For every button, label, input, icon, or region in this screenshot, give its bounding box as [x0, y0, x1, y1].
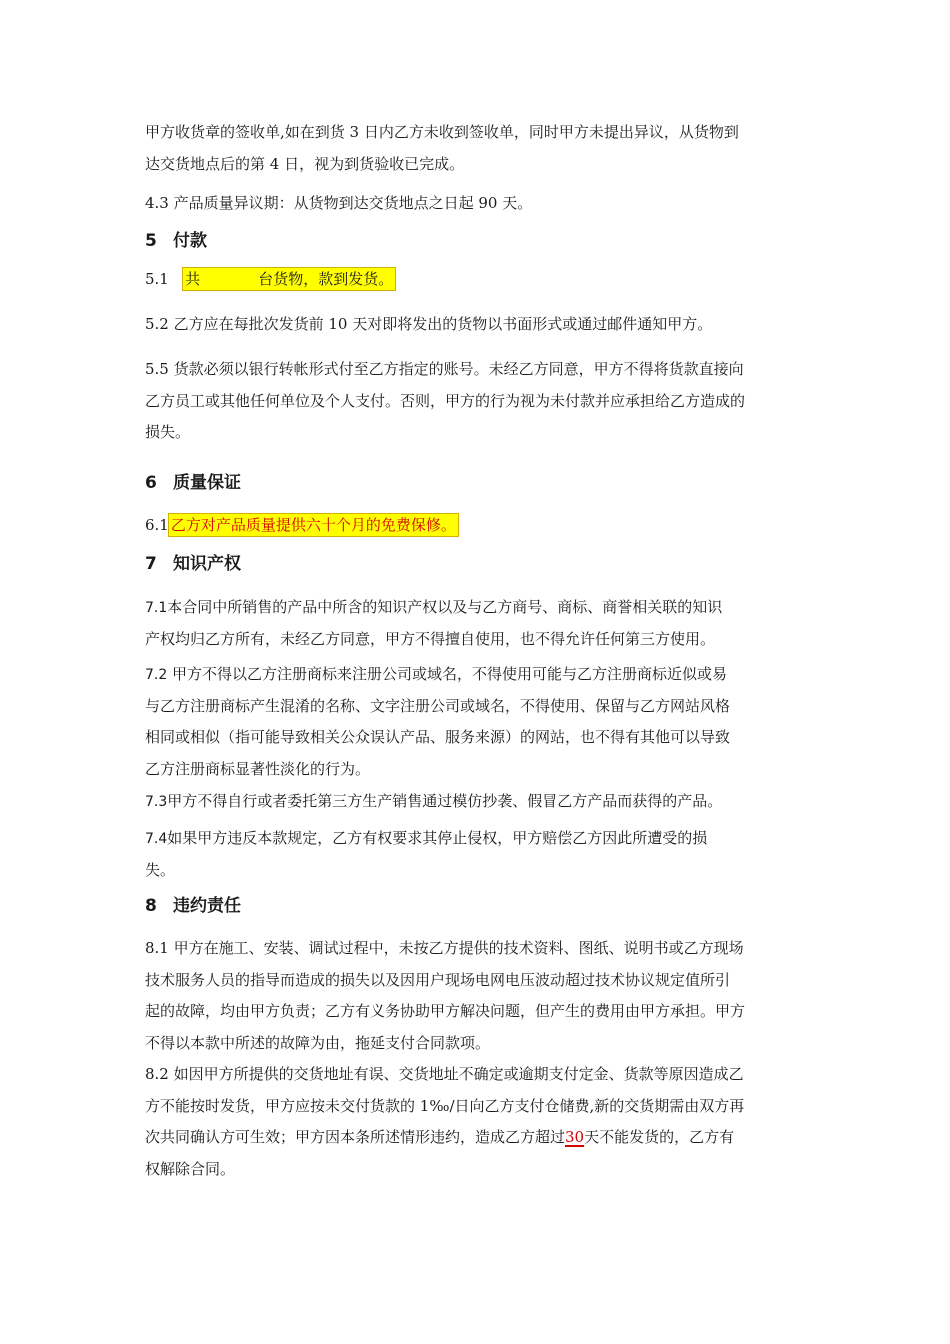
section-title: 违约责任: [173, 896, 241, 916]
text-line: 不得以本款中所述的故障为由，拖延支付合同款项。: [145, 1033, 491, 1052]
text-line: 产权均归乙方所有，未经乙方同意，甲方不得擅自使用，也不得允许任何第三方使用。: [145, 629, 716, 648]
section-heading-7: [145, 551, 241, 577]
text-content: 天不能发货的，乙方有: [584, 1128, 735, 1146]
text-content: 本合同中所销售的产品中所含的知识产权以及与乙方商号、商标、商誉相关联的知识: [167, 598, 723, 616]
paragraph-acceptance: [145, 117, 815, 180]
highlight-pre: 共: [185, 270, 201, 288]
section-title: 质量保证: [173, 473, 241, 493]
highlighted-red-text: 乙方对产品质量提供六十个月的免费保修。: [170, 516, 456, 534]
paragraph-5-1: [145, 264, 815, 296]
clause-number: 7.3: [145, 794, 168, 810]
clause-number: 7.2: [145, 667, 168, 683]
section-number: 7: [145, 554, 157, 574]
paragraph-7-4: [145, 823, 815, 886]
text-line: 损失。: [145, 423, 191, 441]
highlight-post: 台货物，款到发货。: [258, 270, 394, 288]
text-line: 8.2 如因甲方所提供的交货地址有误、交货地址不确定或逾期支付定金、货款等原因造成乙: [145, 1065, 744, 1083]
paragraph-8-2: [145, 1059, 815, 1185]
paragraph-5-5: [145, 354, 815, 449]
text-content: 甲方不得以乙方注册商标来注册公司或域名，不得使用可能与乙方注册商标近似或易: [167, 665, 728, 683]
text-line: [145, 786, 815, 818]
text-line: 4.3 产品质量异议期：从货物到达交货地点之日起 90 天。: [145, 194, 533, 212]
days-value: 30: [565, 1128, 585, 1146]
paragraph-6-1: [145, 510, 815, 542]
clause-number: 7.4: [145, 831, 168, 847]
text-line: [145, 264, 815, 296]
paragraph-7-1: [145, 592, 815, 655]
highlighted-text: [183, 268, 395, 290]
text-line: [145, 592, 815, 624]
text-content: 甲方不得自行或者委托第三方生产销售通过模仿抄袭、假冒乙方产品而获得的产品。: [167, 792, 723, 810]
paragraph-5-2: [145, 309, 815, 341]
text-line: 权解除合同。: [145, 1159, 236, 1178]
text-line: [145, 1122, 815, 1154]
section-heading-6: [145, 470, 241, 496]
text-line: 5.5 货款必须以银行转帐形式付至乙方指定的账号。未经乙方同意，甲方不得将货款直接向: [145, 360, 744, 378]
section-number: 6: [145, 473, 157, 493]
text-line: 技术服务人员的指导而造成的损失以及因用户现场电网电压波动超过技术协议规定值所引: [145, 970, 731, 989]
paragraph-7-3: [145, 786, 815, 818]
text-line: 乙方注册商标显著性淡化的行为。: [145, 759, 371, 778]
section-heading-5: [145, 228, 207, 254]
text-line: [145, 823, 815, 855]
paragraph-7-2: [145, 659, 815, 785]
text-line: 方不能按时发货，甲方应按未交付货款的 1‰/日向乙方支付仓储费,新的交货期需由双方再: [145, 1096, 745, 1115]
section-heading-8: [145, 893, 241, 919]
text-line: 乙方员工或其他任何单位及个人支付。否则，甲方的行为视为未付款并应承担给乙方造成的: [145, 391, 746, 410]
section-title: 付款: [173, 231, 207, 251]
text-line: 8.1 甲方在施工、安装、调试过程中，未按乙方提供的技术资料、图纸、说明书或乙方现场: [145, 939, 744, 957]
clause-number: 7.1: [145, 600, 168, 616]
text-line: 起的故障，均由甲方负责；乙方有义务协助甲方解决问题，但产生的费用由甲方承担。甲方: [145, 1002, 746, 1020]
text-line: 甲方收货章的签收单,如在到货 3 日内乙方未收到签收单，同时甲方未提出异议，从货物到: [145, 123, 739, 141]
paragraph-8-1: [145, 933, 815, 1059]
section-title: 知识产权: [173, 554, 241, 574]
clause-number: 6.1: [145, 516, 169, 534]
text-content: 如果甲方违反本款规定，乙方有权要求其停止侵权，甲方赔偿乙方因此所遭受的损: [167, 829, 708, 847]
text-line: 5.2 乙方应在每批次发货前 10 天对即将发出的货物以书面形式或通过邮件通知甲方。: [145, 315, 713, 333]
text-line: 与乙方注册商标产生混淆的名称、文字注册公司或域名，不得使用、保留与乙方网站风格: [145, 696, 731, 715]
section-number: 5: [145, 231, 157, 251]
text-line: [145, 510, 815, 542]
text-line: 失。: [145, 860, 176, 879]
text-line: [145, 659, 815, 691]
text-content: 次共同确认方可生效；甲方因本条所述情形违约，造成乙方超过: [145, 1128, 566, 1146]
text-line: 相同或相似（指可能导致相关公众误认产品、服务来源）的网站，也不得有其他可以导致: [145, 728, 731, 746]
clause-number: 5.1: [145, 270, 169, 288]
section-number: 8: [145, 896, 157, 916]
paragraph-4-3: [145, 188, 815, 220]
text-line: 达交货地点后的第 4 日，视为到货验收已完成。: [145, 154, 465, 173]
